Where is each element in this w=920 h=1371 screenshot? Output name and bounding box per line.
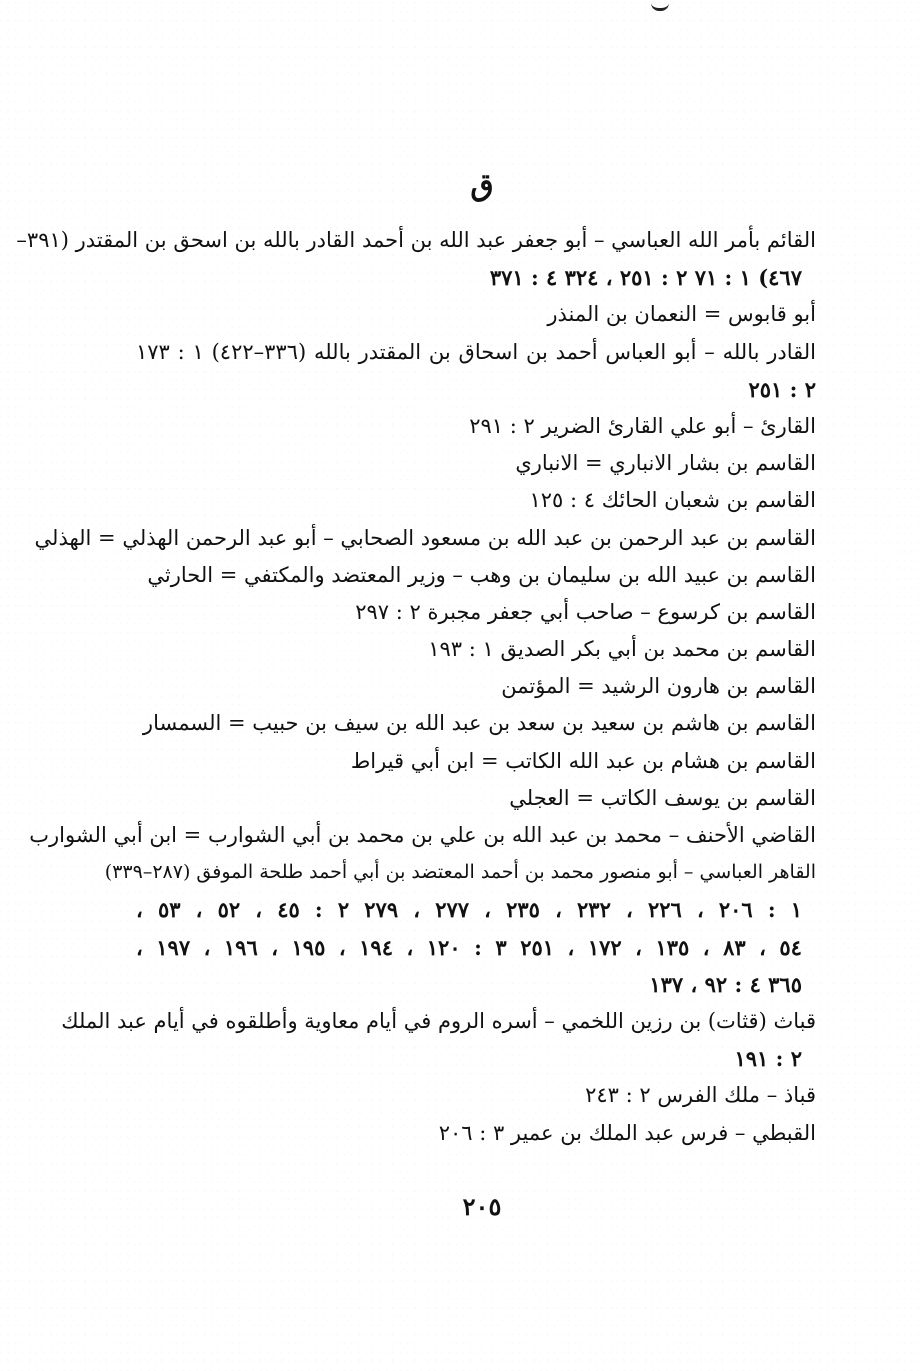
index-line: القاسم بن بشار الانباري = الانباري [515, 451, 816, 476]
index-line: القاسم بن عبيد الله بن سليمان بن وهب – وزير المعتضد والمكتفي = الحارثي [147, 562, 816, 587]
index-line: ٢ : ٢٥١ [748, 376, 816, 402]
index-line: قباذ – ملك الفرس ٢ : ٢٤٣ [585, 1083, 816, 1108]
index-line: القاسم بن شعبان الحائك ٤ : ١٢٥ [529, 488, 816, 513]
top-edge-mark [651, 0, 669, 11]
index-entries [16, 222, 816, 1152]
index-line: القبطي – فرس عبد الملك بن عمير ٣ : ٢٠٦ [438, 1120, 816, 1145]
index-line: ١ : ٢٠٦ ، ٢٢٦ ، ٢٣٢ ، ٢٣٥ ، ٢٧٧ ، ٢٧٩ ٢ : ٤٥ ، ٥٢ ، ٥٣ ، [136, 897, 803, 923]
index-line: القاسم بن عبد الرحمن بن عبد الله بن مسعود الصحابي – أبو عبد الرحمن الهذلي = الهذلي [34, 525, 816, 550]
index-line: ٣٦٥ ٤ : ٩٢ ، ١٣٧ [649, 971, 802, 997]
index-line: القاضي الأحنف – محمد بن عبد الله بن علي بن محمد بن أبي الشوارب = ابن أبي الشوارب [29, 823, 816, 847]
index-line: القارئ – أبو علي القارئ الضرير ٢ : ٢٩١ [469, 413, 816, 438]
index-line: القائم بأمر الله العباسي – أبو جعفر عبد الله بن أحمد القادر بالله بن اسحق بن المقتدر (٣٩١– [16, 228, 816, 252]
index-line: ٥٤ ، ٨٣ ، ١٣٥ ، ١٧٢ ، ٢٥١ ٣ : ١٢٠ ، ١٩٤ ، ١٩٥ ، ١٩٦ ، ١٩٧ ، [136, 934, 802, 960]
index-line: قباث (قثات) بن رزين اللخمي – أسره الروم في أيام معاوية وأطلقوه في أيام عبد الملك [61, 1008, 816, 1033]
index-line: القاسم بن هشام بن عبد الله الكاتب = ابن أبي قيراط [350, 748, 816, 773]
section-letter-heading: ق [470, 168, 494, 203]
index-line: القادر بالله – أبو العباس أحمد بن اسحاق بن المقتدر بالله (٣٣٦–٤٢٢) ١ : ١٧٣ [136, 339, 816, 364]
index-line: ٢ : ١٩١ [734, 1046, 802, 1072]
index-line: أبو قابوس = النعمان بن المنذر [547, 302, 816, 327]
index-line: القاهر العباسي – أبو منصور محمد بن أحمد المعتضد بن أبي أحمد طلحة الموفق (٢٨٧–٣٣٩) [104, 861, 816, 884]
page-number: ٢٠٥ [462, 1192, 502, 1221]
index-line: القاسم بن يوسف الكاتب = العجلي [509, 785, 816, 810]
index-line: القاسم بن هاشم بن سعيد بن سعد بن عبد الله بن سيف بن حبيب = السمسار [142, 711, 816, 736]
index-line: القاسم بن كرسوع – صاحب أبي جعفر مجبرة ٢ : ٢٩٧ [355, 599, 816, 624]
index-line: القاسم بن هارون الرشيد = المؤتمن [501, 674, 816, 699]
index-line: ٤٦٧) ١ : ٧١ ٢ : ٢٥١ ، ٣٢٤ ٤ : ٣٧١ [489, 265, 802, 291]
index-line: القاسم بن محمد بن أبي بكر الصديق ١ : ١٩٣ [428, 637, 816, 662]
